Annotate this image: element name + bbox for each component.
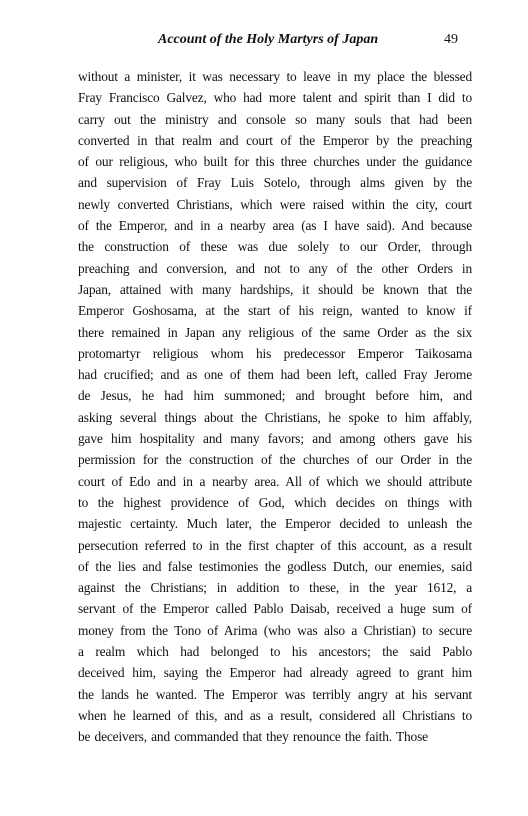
text-line: asking several things about the Christians, he spoke to him affably, (78, 409, 472, 425)
text-line: persecution referred to in the first chapter of this account, as a result (78, 537, 472, 553)
text-line: preaching and conversion, and not to any of the other Orders in (78, 260, 472, 276)
text-line: Emperor Goshosama, at the start of his reign, wanted to know if (78, 303, 472, 319)
text-line: Japan, attained with many hardships, it should be known that the (78, 281, 472, 297)
running-header (78, 32, 472, 52)
text-line: permission for the construction of the churches of our Order in the (78, 452, 472, 468)
running-title: Account of the Holy Martyrs of Japan (158, 32, 379, 47)
text-line: a realm which had belonged to his ancestors; the said Pablo (78, 644, 472, 660)
text-line: be deceivers, and commanded that they renounce the faith. Those (78, 729, 428, 745)
text-line: there remained in Japan any religious of the same Order as the six (78, 324, 472, 340)
text-line: without a minister, it was necessary to leave in my place the blessed (78, 69, 472, 84)
text-line: the construction of these was due solely to our Order, through (78, 239, 472, 255)
text-line: and supervision of Fray Luis Sotelo, through alms given by the (78, 175, 472, 191)
text-line: Fray Francisco Galvez, who had more talent and spirit than I did to (78, 90, 472, 106)
text-line: majestic certainty. Much later, the Emperor decided to unleash the (78, 516, 472, 532)
text-line: protomartyr religious whom his predecessor Emperor Taikosama (78, 345, 472, 361)
text-line: the lands he wanted. The Emperor was terribly angry at his servant (78, 686, 472, 702)
text-line: gave him hospitality and many favors; and among others gave his (78, 431, 472, 447)
text-line: court of Edo and in a nearby area. All of which we should attribute (78, 473, 472, 489)
text-line: money from the Tono of Arima (who was also a Christian) to secure (78, 622, 472, 638)
text-line: when he learned of this, and as a result, considered all Christians to (78, 707, 472, 723)
text-line: of the Emperor, and in a nearby area (as I have said). And because (78, 218, 472, 234)
text-line: against the Christians; in addition to these, in the year 1612, a (78, 580, 472, 596)
text-line: of the lies and false testimonies the godless Dutch, our enemies, said (78, 558, 472, 574)
text-line: converted in that realm and court of the Emperor by the preaching (78, 132, 472, 148)
text-line: carry out the ministry and console so many souls that had been (78, 111, 472, 127)
text-line: to the highest providence of God, which decides on things with (78, 494, 472, 510)
text-line: of our religious, who built for this three churches under the guidance (78, 154, 472, 170)
text-line: servant of the Emperor called Pablo Daisab, received a huge sum of (78, 601, 472, 617)
text-line: newly converted Christians, which were raised within the city, court (78, 196, 472, 212)
text-line: deceived him, saying the Emperor had already agreed to grant him (78, 665, 472, 681)
text-line: had crucified; and as one of them had been left, called Fray Jerome (78, 367, 472, 383)
text-line: de Jesus, he had him summoned; and brought before him, and (78, 388, 472, 404)
body-text (78, 66, 472, 748)
page-number: 49 (444, 32, 458, 47)
